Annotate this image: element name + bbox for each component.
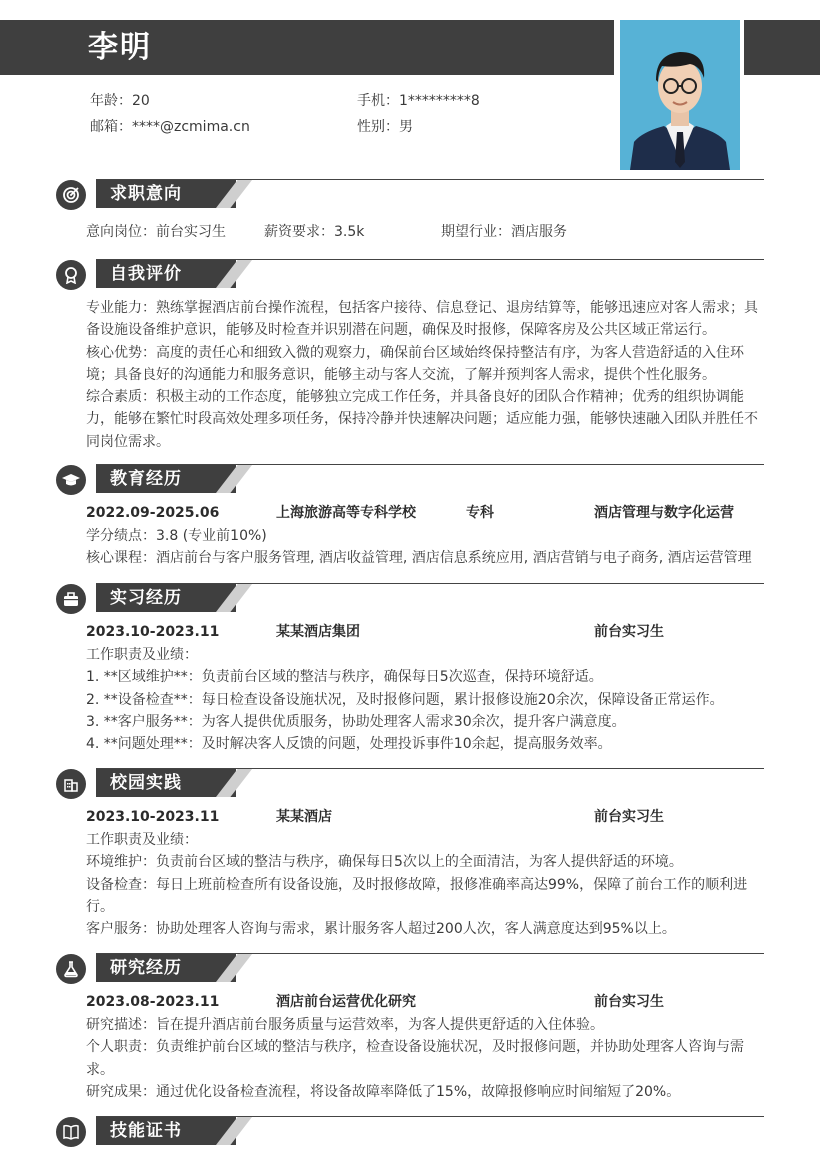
- research-role: 前台实习生: [594, 994, 664, 1010]
- section-title: 教育经历: [110, 469, 182, 489]
- self-eval-paragraph: 核心优势：高度的责任心和细致入微的观察力，确保前台区域始终保持整洁有序，为客人营造舒适的入住环境；具备良好的沟通能力和服务意识，能够主动与客人交流，了解并预判客人需求，提供个性化服务。: [86, 344, 744, 383]
- research-line: 研究描述：旨在提升酒店前台服务质量与运营效率，为客人提供更舒适的入住体验。: [86, 1017, 604, 1033]
- campus-row: [86, 806, 766, 828]
- badge-icon: [56, 260, 86, 290]
- campus-line: 工作职责及业绩：: [86, 832, 198, 848]
- intent-salary: 薪资要求：3.5k: [264, 224, 365, 240]
- research-project: 酒店前台运营优化研究: [276, 994, 416, 1010]
- self-eval-text: [86, 297, 766, 453]
- target-icon: [56, 180, 86, 210]
- profile-photo: [620, 20, 740, 170]
- flask-icon: [56, 954, 86, 984]
- section-title: 技能证书: [110, 1121, 182, 1141]
- internship-line: 4. **问题处理**：及时解决客人反馈的问题，处理投诉事件10余起，提高服务效率。: [86, 736, 612, 753]
- campus-org: 某某酒店: [276, 809, 332, 825]
- section-campus-header: [56, 768, 764, 800]
- internship-line: 2. **设备检查**：每日检查设备设施状况，及时报修问题，累计报修设施20余次，保障设备正常运作。: [86, 691, 724, 708]
- section-skills-header: [56, 1116, 764, 1148]
- education-row: [86, 502, 766, 524]
- section-internship-header: [56, 583, 764, 615]
- gender-field: 性别：男: [357, 119, 413, 135]
- education-period: 2022.09-2025.06: [86, 505, 220, 521]
- research-line: 个人职责：负责维护前台区域的整洁与秩序，检查设备设施状况，及时报修问题，并协助处理客人咨询与需求。: [86, 1039, 744, 1078]
- education-gpa: 学分绩点：3.8 (专业前10%): [86, 528, 267, 544]
- research-line: 研究成果：通过优化设备检查流程，将设备故障率降低了15%，故障报修响应时间缩短了20%。: [86, 1083, 681, 1100]
- internship-details: [86, 644, 766, 755]
- internship-period: 2023.10-2023.11: [86, 624, 220, 640]
- internship-role: 前台实习生: [594, 624, 664, 640]
- building-icon: [56, 769, 86, 799]
- education-degree: 专科: [466, 505, 494, 521]
- research-row: [86, 991, 766, 1013]
- research-details: [86, 1014, 766, 1103]
- education-major: 酒店管理与数字化运营: [594, 505, 734, 521]
- education-courses: 核心课程：酒店前台与客户服务管理, 酒店收益管理, 酒店信息系统应用, 酒店营销与电子商务, 酒店运营管理: [86, 550, 752, 567]
- internship-line: 工作职责及业绩：: [86, 647, 198, 663]
- section-title: 自我评价: [110, 264, 182, 284]
- internship-company: 某某酒店集团: [276, 624, 360, 640]
- section-research-header: [56, 953, 764, 985]
- campus-period: 2023.10-2023.11: [86, 809, 220, 825]
- internship-line: 1. **区域维护**：负责前台区域的整洁与秩序，确保每日5次巡查，保持环境舒适。: [86, 669, 603, 686]
- section-title: 校园实践: [110, 773, 182, 793]
- research-period: 2023.08-2023.11: [86, 994, 220, 1010]
- internship-row: [86, 621, 766, 643]
- email-field: 邮箱：****@zcmima.cn: [90, 119, 250, 135]
- section-education-header: [56, 464, 764, 496]
- age-field: 年龄：20: [90, 93, 150, 109]
- section-self-eval-header: [56, 259, 764, 291]
- campus-details: [86, 829, 766, 940]
- briefcase-icon: [56, 584, 86, 614]
- candidate-name: 李明: [88, 30, 152, 65]
- phone-field: 手机：1*********8: [357, 93, 480, 109]
- graduation-cap-icon: [56, 465, 86, 495]
- campus-line: 客户服务：协助处理客人咨询与需求，累计服务客人超过200人次，客人满意度达到95%以上。: [86, 921, 676, 938]
- header-bar-right: [744, 20, 820, 75]
- section-intent-header: [56, 179, 764, 211]
- campus-line: 设备检查：每日上班前检查所有设备设施，及时报修故障，报修准确率高达99%，保障了前台工作的顺利进行。: [86, 876, 748, 915]
- section-title: 求职意向: [110, 184, 182, 204]
- education-school: 上海旅游高等专科学校: [276, 505, 416, 521]
- section-title: 实习经历: [110, 588, 182, 608]
- intent-industry: 期望行业：酒店服务: [441, 224, 567, 240]
- campus-line: 环境维护：负责前台区域的整洁与秩序，确保每日5次以上的全面清洁，为客人提供舒适的环境。: [86, 854, 683, 871]
- internship-line: 3. **客户服务**：为客人提供优质服务，协助处理客人需求30余次，提升客户满意度。: [86, 713, 626, 730]
- education-details: [86, 525, 766, 570]
- book-icon: [56, 1117, 86, 1147]
- self-eval-paragraph: 综合素质：积极主动的工作态度，能够独立完成工作任务，并具备良好的团队合作精神；优秀的组织协调能力，能够在繁忙时段高效处理多项任务，保持冷静并快速解决问题；适应能力强，能够快速融入团队并胜任不同岗位需求。: [86, 389, 758, 450]
- campus-role: 前台实习生: [594, 809, 664, 825]
- self-eval-paragraph: 专业能力：熟练掌握酒店前台操作流程，包括客户接待、信息登记、退房结算等，能够迅速应对客人需求；具备设施设备维护意识，能够及时检查并识别潜在问题，确保及时报修，保障客房及公共区域正常运行。: [86, 300, 758, 339]
- intent-position: 意向岗位：前台实习生: [86, 224, 226, 240]
- section-title: 研究经历: [110, 958, 182, 978]
